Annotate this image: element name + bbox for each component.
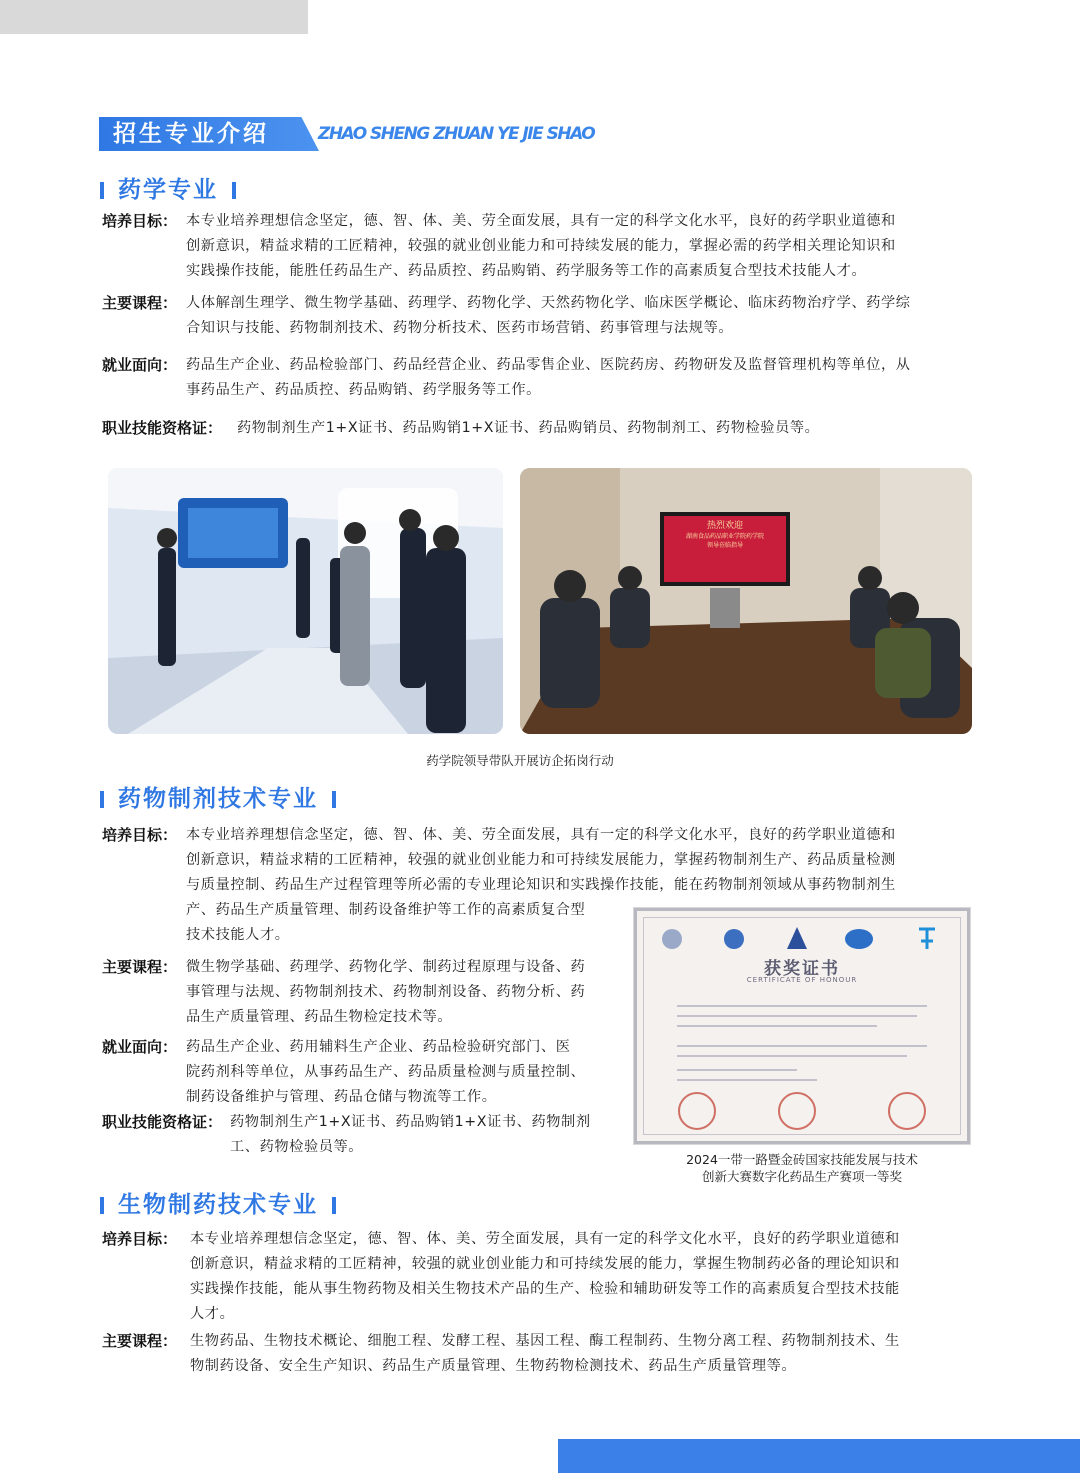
section-heading-preparation: [100, 784, 336, 814]
welcome-screen-text: [664, 520, 786, 550]
row-label: 培养目标：: [102, 212, 178, 230]
screen-line: 领导莅临指导: [706, 542, 743, 549]
info-row-employment: [102, 1035, 585, 1110]
heading-bar-left: [100, 1197, 104, 1214]
text-line: 合知识与技能、药物制剂技术、药物分析技术、医药市场营销、药事管理与法规等。: [186, 320, 734, 336]
text-line: 实践操作技能，能胜任药品生产、药品质控、药品购销、药学服务等工作的高素质复合型技术技能人才。: [186, 263, 867, 279]
row-text: [186, 1035, 585, 1110]
info-row-goal: [102, 1227, 900, 1327]
row-label: 职业技能资格证：: [102, 1113, 223, 1131]
section-title: 生物制药技术专业: [118, 1192, 318, 1218]
row-label: 主要课程：: [102, 1332, 178, 1350]
heading-bar-right: [332, 1197, 336, 1214]
info-row-certificates: [102, 1110, 591, 1160]
text-line: 创新意识，精益求精的工匠精神，较强的就业创业能力和可持续发展的能力，掌握必需的药学相关理论知识和: [186, 238, 896, 254]
text-line: 产、药品生产质量管理、制药设备维护等工作的高素质复合型: [186, 902, 586, 918]
heading-bar-left: [100, 182, 104, 199]
certificate-subtitle: CERTIFICATE OF HONOUR: [746, 976, 858, 984]
top-gray-bar: [0, 0, 308, 34]
text-line: 本专业培养理想信念坚定，德、智、体、美、劳全面发展，具有一定的科学文化水平，良好的药学职业道德和: [186, 827, 896, 843]
certificate-seals: [637, 1087, 967, 1137]
section-title: 药学专业: [118, 177, 218, 203]
row-label: 职业技能资格证：: [102, 419, 223, 437]
text-line: 与质量控制、药品生产过程管理等所必需的专业理论知识和实践操作技能，能在药物制剂领域从事药物制剂生: [186, 877, 896, 893]
row-text: [186, 353, 911, 403]
award-certificate: [634, 908, 970, 1144]
text-line: 人才。: [190, 1306, 235, 1322]
info-row-courses: [102, 955, 585, 1030]
screen-line: 热烈欢迎: [706, 521, 743, 531]
row-label: 培养目标：: [102, 1230, 178, 1248]
row-text: [186, 955, 585, 1030]
text-line: 实践操作技能，能从事生物药物及相关生物技术产品的生产、检验和辅助研发等工作的高素质复合型技术技能: [190, 1281, 900, 1297]
certificate-text-line: [677, 1005, 927, 1007]
info-row-certificates: [102, 416, 819, 441]
section-title: 药物制剂技术专业: [118, 786, 318, 812]
text-line: 技术技能人才。: [186, 927, 290, 943]
text-line: 院药剂科等单位，从事药品生产、药品质量检测与质量控制、: [186, 1064, 586, 1080]
heading-bar-right: [232, 182, 236, 199]
certificate-text-line: [677, 1055, 907, 1057]
section-heading-pharmacy: [100, 175, 236, 205]
certificate-logos: [637, 919, 967, 959]
certificate-text-line: [677, 1025, 877, 1027]
photo-caption: 药学院领导带队开展访企拓岗行动: [426, 753, 614, 768]
heading-bar-right: [332, 791, 336, 808]
exhibition-scene: [108, 468, 503, 734]
row-label: 就业面向：: [102, 356, 178, 374]
text-line: 物制药设备、安全生产知识、药品生产质量管理、生物药物检测技术、药品生产质量管理等。: [190, 1358, 797, 1374]
certificate-title: 获奖证书: [764, 959, 840, 979]
text-line: 人体解剖生理学、微生物学基础、药理学、药物化学、天然药物化学、临床医学概论、临床药物治疗学、药学综: [186, 295, 911, 311]
info-row-employment: [102, 353, 911, 403]
meeting-scene: [520, 468, 972, 734]
text-line: 药物制剂生产1+X证书、药品购销1+X证书、药品购销员、药物制剂工、药物检验员等。: [237, 420, 820, 436]
text-line: 创新意识，精益求精的工匠精神，较强的就业创业能力和可持续发展的能力，掌握生物制药必备的理论知识和: [190, 1256, 900, 1272]
info-row-courses: [102, 1329, 900, 1379]
text-line: 药物制剂生产1+X证书、药品购销1+X证书、药物制剂: [230, 1114, 591, 1130]
certificate-text-line: [677, 1079, 817, 1081]
text-line: 工、药物检验员等。: [230, 1139, 364, 1155]
text-line: 药品生产企业、药用辅料生产企业、药品检验研究部门、医: [186, 1039, 571, 1055]
photo-meeting-room: [520, 468, 972, 734]
text-line: 品生产质量管理、药品生物检定技术等。: [186, 1009, 453, 1025]
certificate-text-line: [677, 1045, 927, 1047]
row-text: [230, 1110, 591, 1160]
row-text: [186, 291, 911, 341]
text-line: 微生物学基础、药理学、药物化学、制药过程原理与设备、药: [186, 959, 586, 975]
certificate-caption: [630, 1151, 974, 1185]
row-text: [190, 1329, 900, 1379]
text-line: 事管理与法规、药物制剂技术、药物制剂设备、药物分析、药: [186, 984, 586, 1000]
text-line: 药品生产企业、药品检验部门、药品经营企业、药品零售企业、医院药房、药物研发及监督管理机构等单位，从: [186, 357, 911, 373]
text-line: 本专业培养理想信念坚定，德、智、体、美、劳全面发展，具有一定的科学文化水平，良好的药学职业道德和: [186, 213, 896, 229]
row-label: 主要课程：: [102, 958, 178, 976]
screen-line: 湖南食品药品职业学院药学院: [685, 533, 764, 540]
row-text: [237, 416, 819, 441]
section-heading-biopharma: [100, 1190, 336, 1220]
certificate-text-line: [677, 1069, 797, 1071]
row-label: 就业面向：: [102, 1038, 178, 1056]
bottom-blue-bar: [558, 1439, 1080, 1473]
caption-line: 创新大赛数字化药品生产赛项一等奖: [701, 1169, 902, 1184]
text-line: 创新意识，精益求精的工匠精神，较强的就业创业能力和可持续发展能力，掌握药物制剂生产、药品质量检测: [186, 852, 896, 868]
text-line: 制药设备维护与管理、药品仓储与物流等工作。: [186, 1089, 497, 1105]
text-line: 本专业培养理想信念坚定，德、智、体、美、劳全面发展，具有一定的科学文化水平，良好的药学职业道德和: [190, 1231, 900, 1247]
heading-bar-left: [100, 791, 104, 808]
certificate-text-line: [677, 1015, 917, 1017]
row-text: [190, 1227, 900, 1327]
row-label: 培养目标：: [102, 826, 178, 844]
text-line: 事药品生产、药品质控、药品购销、药学服务等工作。: [186, 382, 541, 398]
photo-exhibition-hall: [108, 468, 503, 734]
row-text: [186, 209, 896, 284]
page-subtitle-pinyin: ZHAO SHENG ZHUAN YE JIE SHAO: [318, 124, 595, 144]
caption-line: 2024一带一路暨金砖国家技能发展与技术: [686, 1152, 918, 1167]
info-row-courses: [102, 291, 911, 341]
text-line: 生物药品、生物技术概论、细胞工程、发酵工程、基因工程、酶工程制药、生物分离工程、药物制剂技术、生: [190, 1333, 900, 1349]
row-label: 主要课程：: [102, 294, 178, 312]
info-row-goal: [102, 209, 896, 284]
page-title: 招生专业介绍: [113, 121, 269, 147]
